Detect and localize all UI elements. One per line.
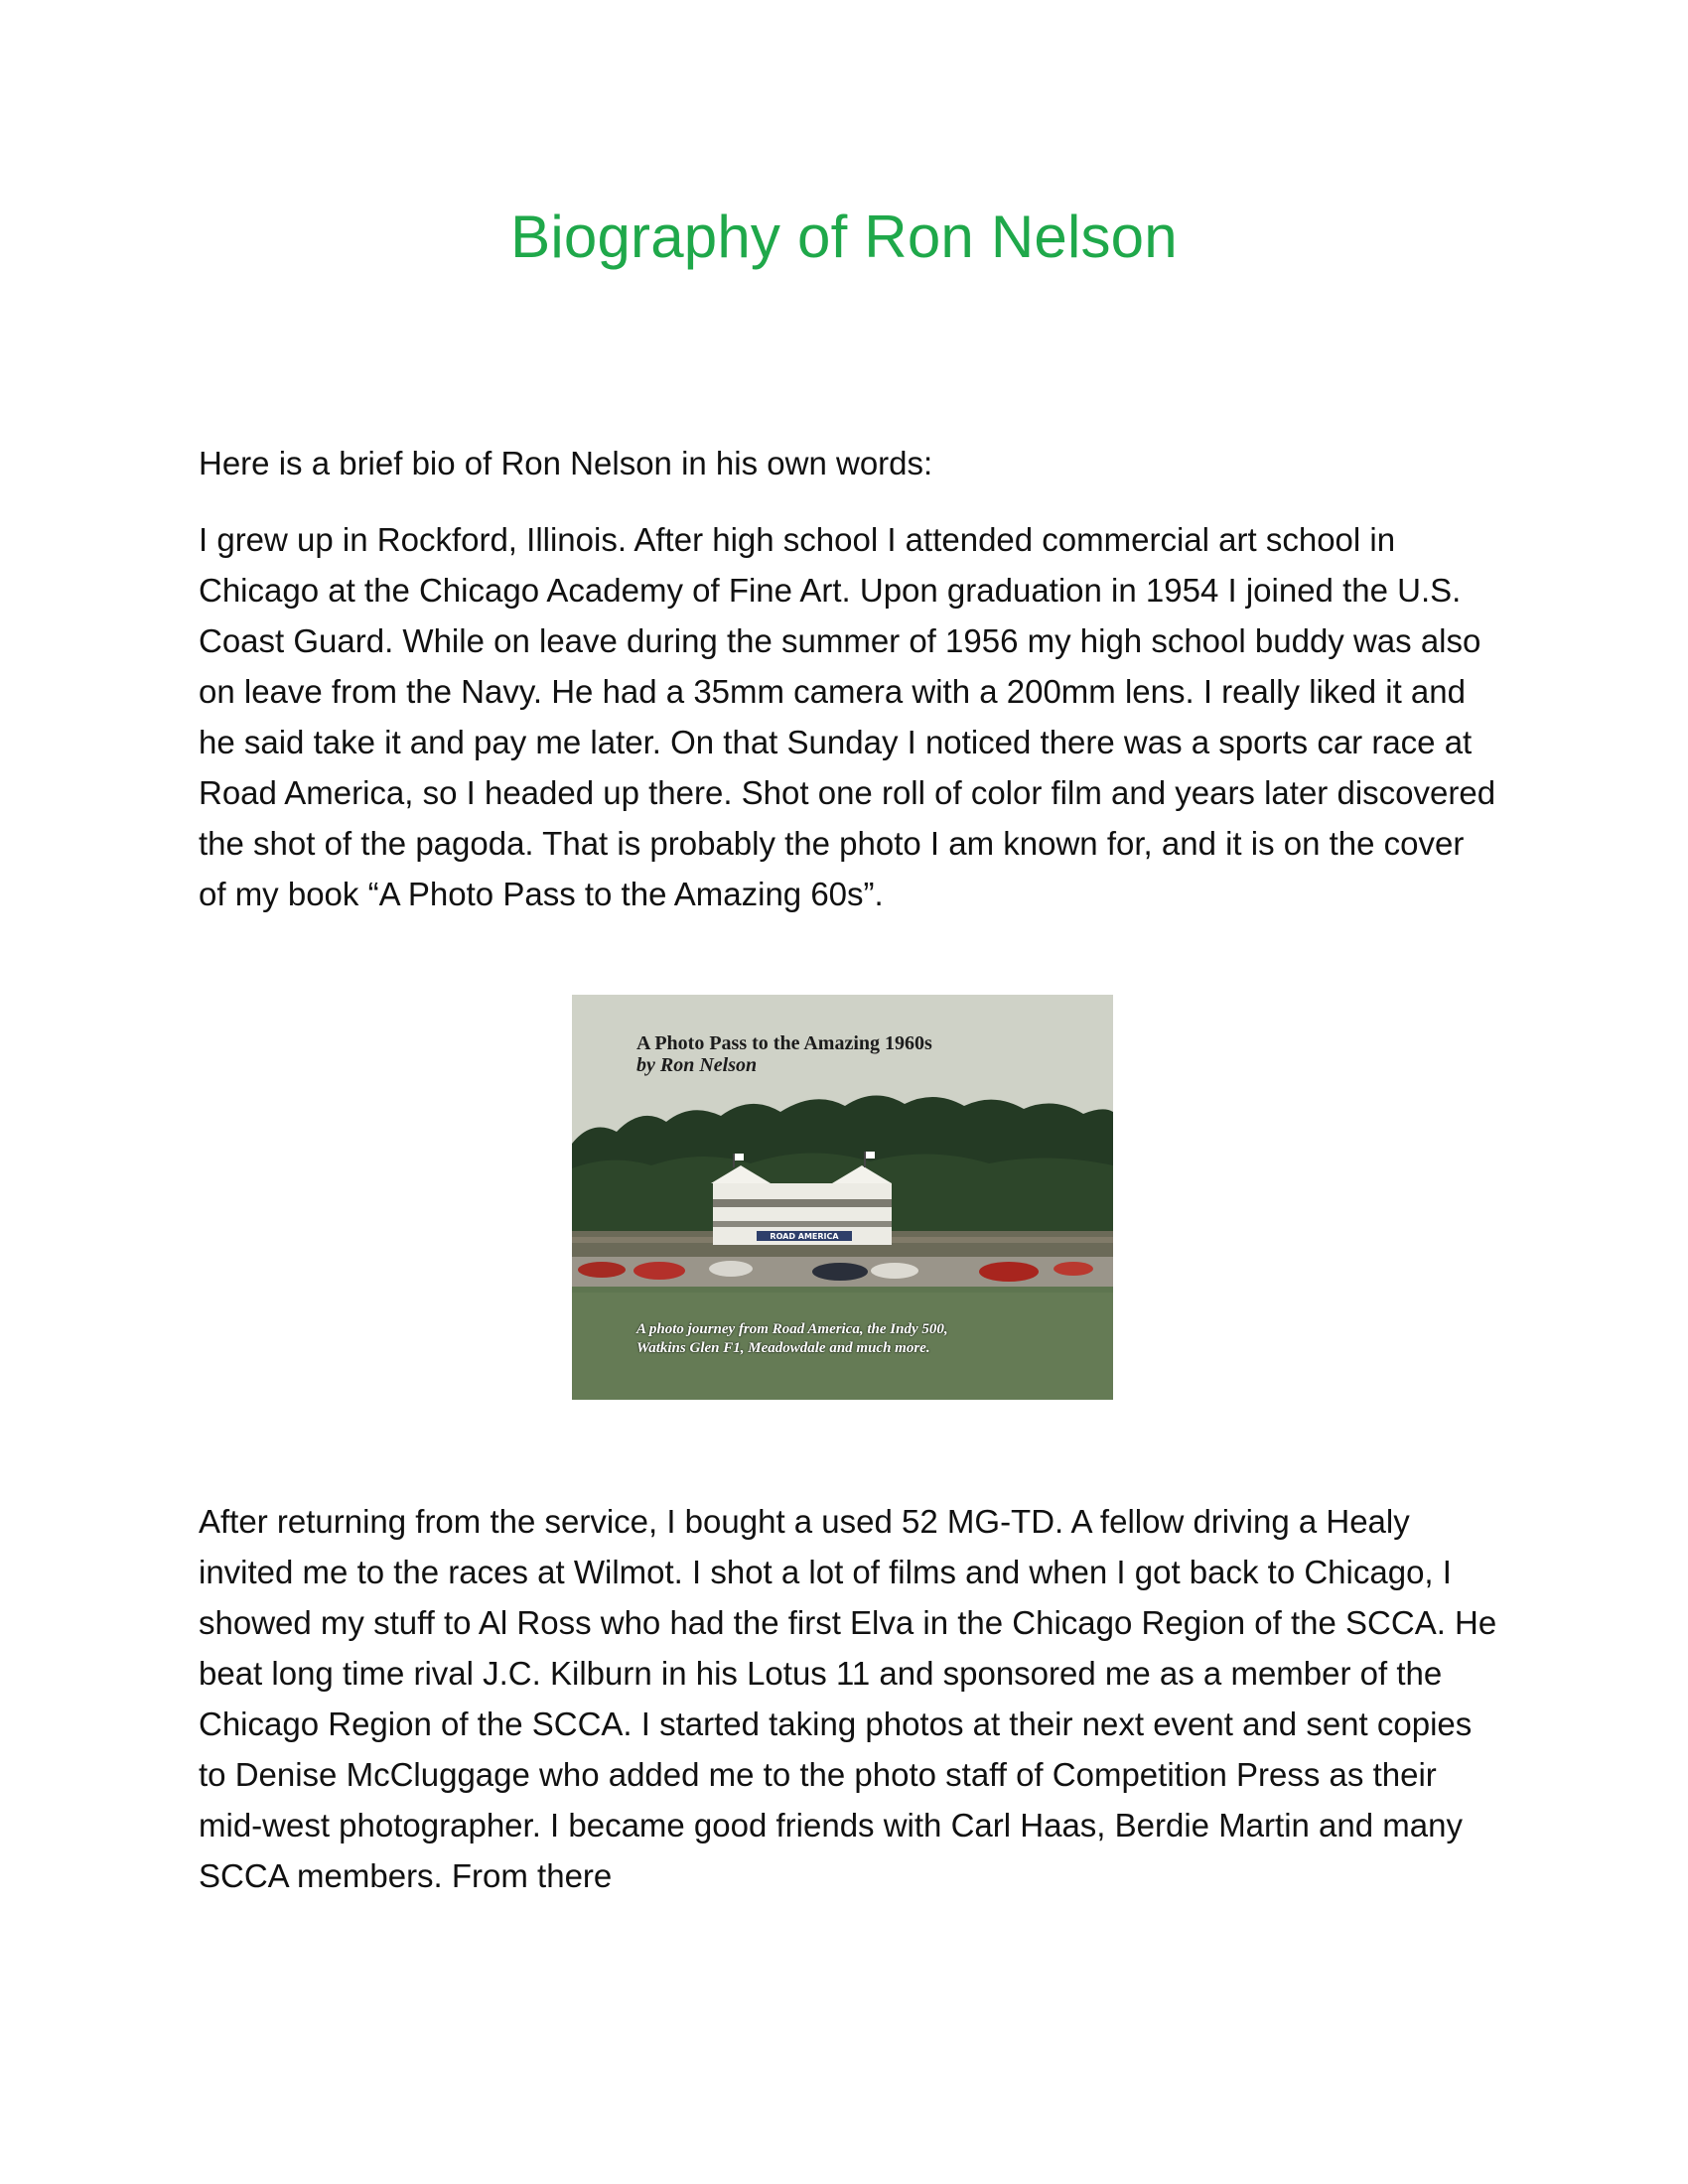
book-cover-image (572, 995, 1113, 1400)
book-cover-author: by Ron Nelson (636, 1054, 758, 1076)
book-cover-caption-line1: A photo journey from Road America, the Indy 500, (636, 1321, 948, 1337)
bio-paragraph-1: I grew up in Rockford, Illinois. After high school I attended commercial art school in Chicago at the Chicago Academy of Fine Art. Upon graduation in 1954 I joined the U.S. Coast Guard. While on leave during the summer of 1956 my high school buddy was also on leave from the Navy. He had a 35mm camera with a 200mm lens. I really liked it and he said take it and pay me later. On that Sunday I noticed there was a sports car race at Road America, so I headed up there. Shot one roll of color film and years later discovered the shot of the pagoda. That is probably the photo I am known for, and it is on the cover of my book “A Photo Pass to the Amazing 60s”. (199, 521, 1496, 912)
intro-paragraph: Here is a brief bio of Ron Nelson in his own words: (199, 445, 933, 481)
page-title: Biography of Ron Nelson (510, 204, 1178, 270)
book-cover-title (636, 1032, 932, 1076)
book-cover-caption (636, 1320, 948, 1358)
bio-paragraph-2: After returning from the service, I bought a used 52 MG-TD. A fellow driving a Healy invited me to the races at Wilmot. I shot a lot of films and when I got back to Chicago, I showed my stuff to Al Ross who had the first Elva in the Chicago Region of the SCCA. He beat long time rival J.C. Kilburn in his Lotus 11 and sponsored me as a member of the Chicago Region of the SCCA. I started taking photos at their next event and sent copies to Denise McCluggage who added me to the photo staff of Competition Press as their mid-west photographer. I became good friends with Carl Haas, Berdie Martin and many SCCA members. From there (199, 1503, 1497, 1894)
race-cars-graphic (578, 1261, 1093, 1282)
book-cover-title-line1: A Photo Pass to the Amazing 1960s (636, 1032, 932, 1054)
book-cover-caption-line2: Watkins Glen F1, Meadowdale and much more. (636, 1340, 930, 1356)
pagoda-sign: ROAD AMERICA (770, 1232, 839, 1241)
